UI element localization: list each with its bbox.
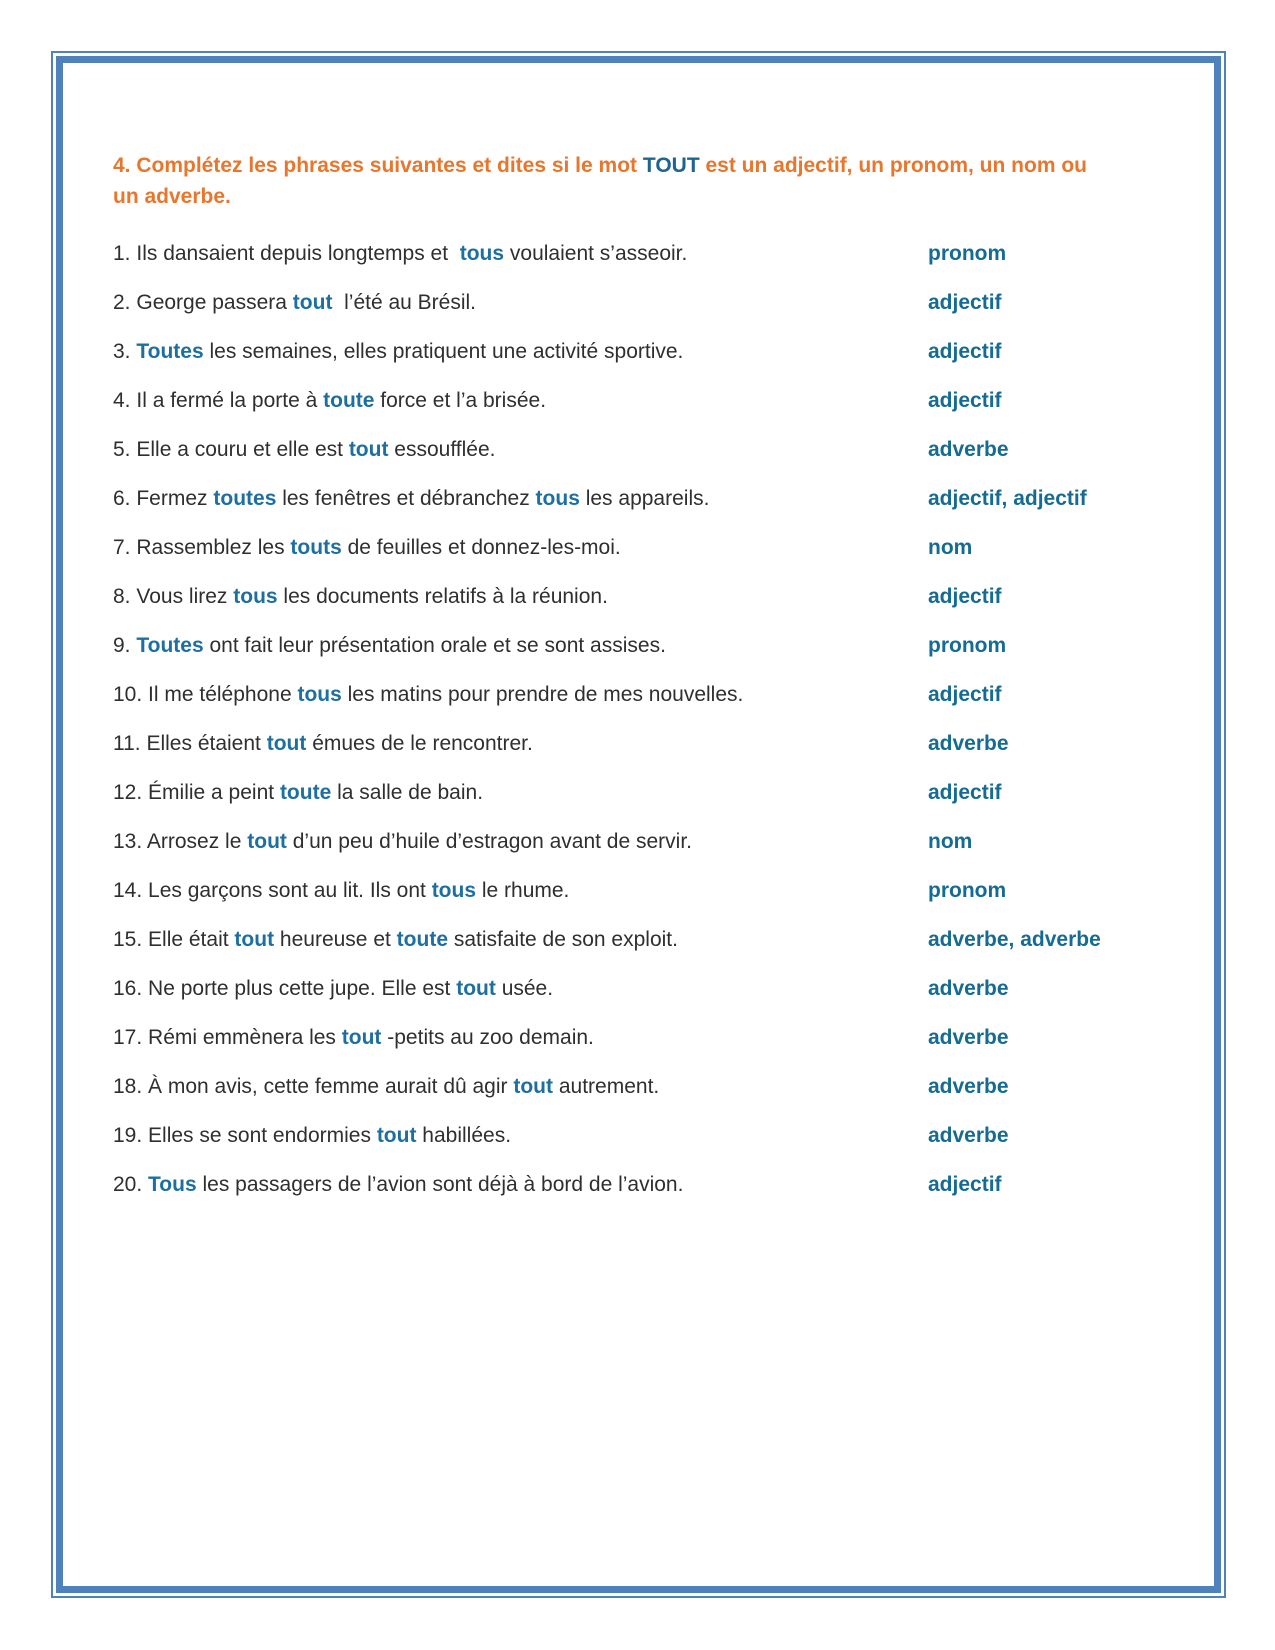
- sentence: [113, 927, 928, 953]
- sentence: [113, 1025, 928, 1051]
- answer-label: adjectif: [928, 389, 1002, 412]
- exercise-row: [113, 780, 1128, 829]
- sentence-text: Toutes ont fait leur présentation orale et se sont assises.: [136, 634, 666, 657]
- sentence-text: Elles se sont endormies tout habillées.: [148, 1124, 512, 1147]
- sentence-text: Elle était tout heureuse et toute satisfaite de son exploit.: [148, 928, 678, 951]
- exercise-row: [113, 829, 1128, 878]
- answer-label: adverbe: [928, 732, 1009, 755]
- sentence-number: 1.: [113, 242, 137, 265]
- sentence-text: Arrosez le tout d’un peu d’huile d’estragon avant de servir.: [146, 830, 693, 853]
- sentence: [113, 1172, 928, 1198]
- answer-label: pronom: [928, 634, 1007, 657]
- sentence: [113, 1074, 928, 1100]
- sentence-text: Émilie a peint toute la salle de bain.: [148, 781, 484, 804]
- sentence-text: À mon avis, cette femme aurait dû agir tout autrement.: [148, 1075, 660, 1098]
- sentence-number: 17.: [113, 1026, 149, 1049]
- sentence: [113, 437, 928, 463]
- sentence: [113, 241, 928, 267]
- sentence: [113, 1123, 928, 1149]
- sentence-text: Il me téléphone tous les matins pour prendre de mes nouvelles.: [148, 683, 744, 706]
- sentence: [113, 388, 928, 414]
- exercise-row: [113, 1123, 1128, 1172]
- tout-word: tous: [459, 242, 505, 265]
- exercise-row: [113, 1025, 1128, 1074]
- tout-word: tous: [431, 879, 477, 902]
- sentence-number: 6.: [113, 487, 137, 510]
- exercise-row: [113, 976, 1128, 1025]
- sentence: [113, 878, 928, 904]
- sentence-text: Tous les passagers de l’avion sont déjà à bord de l’avion.: [148, 1173, 684, 1196]
- exercise-row: [113, 388, 1128, 437]
- answer-label: adverbe: [928, 1075, 1009, 1098]
- tout-word: tout: [376, 1124, 417, 1147]
- sentence-number: 10.: [113, 683, 149, 706]
- sentence-text: Il a fermé la porte à toute force et l’a brisée.: [136, 389, 547, 412]
- sentence-number: 18.: [113, 1075, 149, 1098]
- sentence: [113, 780, 928, 806]
- exercise-row: [113, 437, 1128, 486]
- title-text-after: est un adjectif, un pronom, un nom ou un adverbe.: [113, 154, 1087, 208]
- answer-label: adverbe: [928, 438, 1009, 461]
- sentence-text: Les garçons sont au lit. Ils ont tous le rhume.: [148, 879, 570, 902]
- exercise-row: [113, 486, 1128, 535]
- exercise-row: [113, 290, 1128, 339]
- sentence: [113, 976, 928, 1002]
- tout-word: tout: [456, 977, 496, 1000]
- sentence: [113, 829, 928, 855]
- sentence: [113, 290, 928, 316]
- tout-word: Toutes: [136, 340, 204, 363]
- sentence-number: 4.: [113, 389, 137, 412]
- exercise-row: [113, 731, 1128, 780]
- sentence-number: 16.: [113, 977, 149, 1000]
- answer-label: adverbe: [928, 1124, 1009, 1147]
- tout-word: toute: [323, 389, 375, 412]
- answer-label: adverbe, adverbe: [928, 928, 1101, 951]
- sentence-number: 7.: [113, 536, 137, 559]
- sentence-list: [113, 241, 1128, 1221]
- worksheet-content: [113, 150, 1128, 1221]
- answer-label: pronom: [928, 242, 1007, 265]
- sentence-text: Fermez toutes les fenêtres et débranchez tous les appareils.: [136, 487, 710, 510]
- sentence-text: Ne porte plus cette jupe. Elle est tout usée.: [148, 977, 554, 1000]
- sentence-number: 5.: [113, 438, 137, 461]
- title-text-before: 4. Complétez les phrases suivantes et dites si le mot: [113, 154, 643, 177]
- tout-word: toute: [279, 781, 332, 804]
- tout-word: toute: [396, 928, 448, 951]
- sentence: [113, 584, 928, 610]
- answer-label: adjectif: [928, 683, 1002, 706]
- tout-word: tous: [233, 585, 278, 608]
- answer-label: adjectif: [928, 340, 1002, 363]
- answer-label: nom: [928, 830, 973, 853]
- exercise-row: [113, 584, 1128, 633]
- sentence-number: 9.: [113, 634, 137, 657]
- answer-label: adjectif: [928, 291, 1002, 314]
- sentence-text: Toutes les semaines, elles pratiquent une activité sportive.: [136, 340, 684, 363]
- tout-word: tout: [292, 291, 333, 314]
- answer-label: adjectif: [928, 781, 1002, 804]
- tout-word: tout: [266, 732, 307, 755]
- exercise-row: [113, 1074, 1128, 1123]
- tout-word: tout: [247, 830, 287, 853]
- sentence: [113, 486, 928, 512]
- sentence-number: 2.: [113, 291, 137, 314]
- answer-label: adjectif: [928, 585, 1002, 608]
- sentence-text: Rassemblez les touts de feuilles et donnez-les-moi.: [136, 536, 621, 559]
- tout-word: tout: [348, 438, 389, 461]
- sentence-number: 15.: [113, 928, 149, 951]
- sentence-number: 19.: [113, 1124, 149, 1147]
- answer-label: adverbe: [928, 977, 1009, 1000]
- sentence-text: Rémi emmènera les tout -petits au zoo demain.: [148, 1026, 594, 1049]
- answer-label: pronom: [928, 879, 1007, 902]
- sentence-number: 20.: [113, 1173, 149, 1196]
- tout-word: toutes: [213, 487, 277, 510]
- sentence: [113, 682, 928, 708]
- tout-word: tous: [535, 487, 580, 510]
- sentence-text: Ils dansaient depuis longtemps et tous voulaient s’asseoir.: [136, 242, 688, 265]
- answer-label: adverbe: [928, 1026, 1009, 1049]
- title-keyword: TOUT: [642, 154, 700, 177]
- exercise-row: [113, 535, 1128, 584]
- exercise-row: [113, 339, 1128, 388]
- tout-word: touts: [290, 536, 342, 559]
- exercise-title: [113, 150, 1118, 212]
- sentence-text: Elle a couru et elle est tout essoufflée.: [136, 438, 496, 461]
- exercise-row: [113, 241, 1128, 290]
- sentence: [113, 731, 928, 757]
- exercise-row: [113, 927, 1128, 976]
- answer-label: nom: [928, 536, 973, 559]
- sentence-text: Elles étaient tout émues de le rencontrer.: [146, 732, 533, 755]
- sentence-number: 8.: [113, 585, 137, 608]
- exercise-row: [113, 1172, 1128, 1221]
- tout-word: tous: [297, 683, 342, 706]
- sentence-number: 12.: [113, 781, 149, 804]
- answer-label: adjectif: [928, 1173, 1002, 1196]
- sentence: [113, 339, 928, 365]
- sentence-number: 3.: [113, 340, 137, 363]
- tout-word: tout: [513, 1075, 554, 1098]
- sentence-text: Vous lirez tous les documents relatifs à la réunion.: [136, 585, 608, 608]
- tout-word: tout: [234, 928, 275, 951]
- sentence-number: 14.: [113, 879, 149, 902]
- tout-word: Toutes: [136, 634, 204, 657]
- tout-word: Tous: [148, 1173, 197, 1196]
- sentence: [113, 633, 928, 659]
- tout-word: tout: [341, 1026, 382, 1049]
- answer-label: adjectif, adjectif: [928, 487, 1087, 510]
- sentence-number: 11.: [113, 732, 147, 755]
- sentence-number: 13.: [113, 830, 147, 853]
- exercise-row: [113, 633, 1128, 682]
- sentence: [113, 535, 928, 561]
- sentence-text: George passera tout l’été au Brésil.: [136, 291, 477, 314]
- exercise-row: [113, 878, 1128, 927]
- exercise-row: [113, 682, 1128, 731]
